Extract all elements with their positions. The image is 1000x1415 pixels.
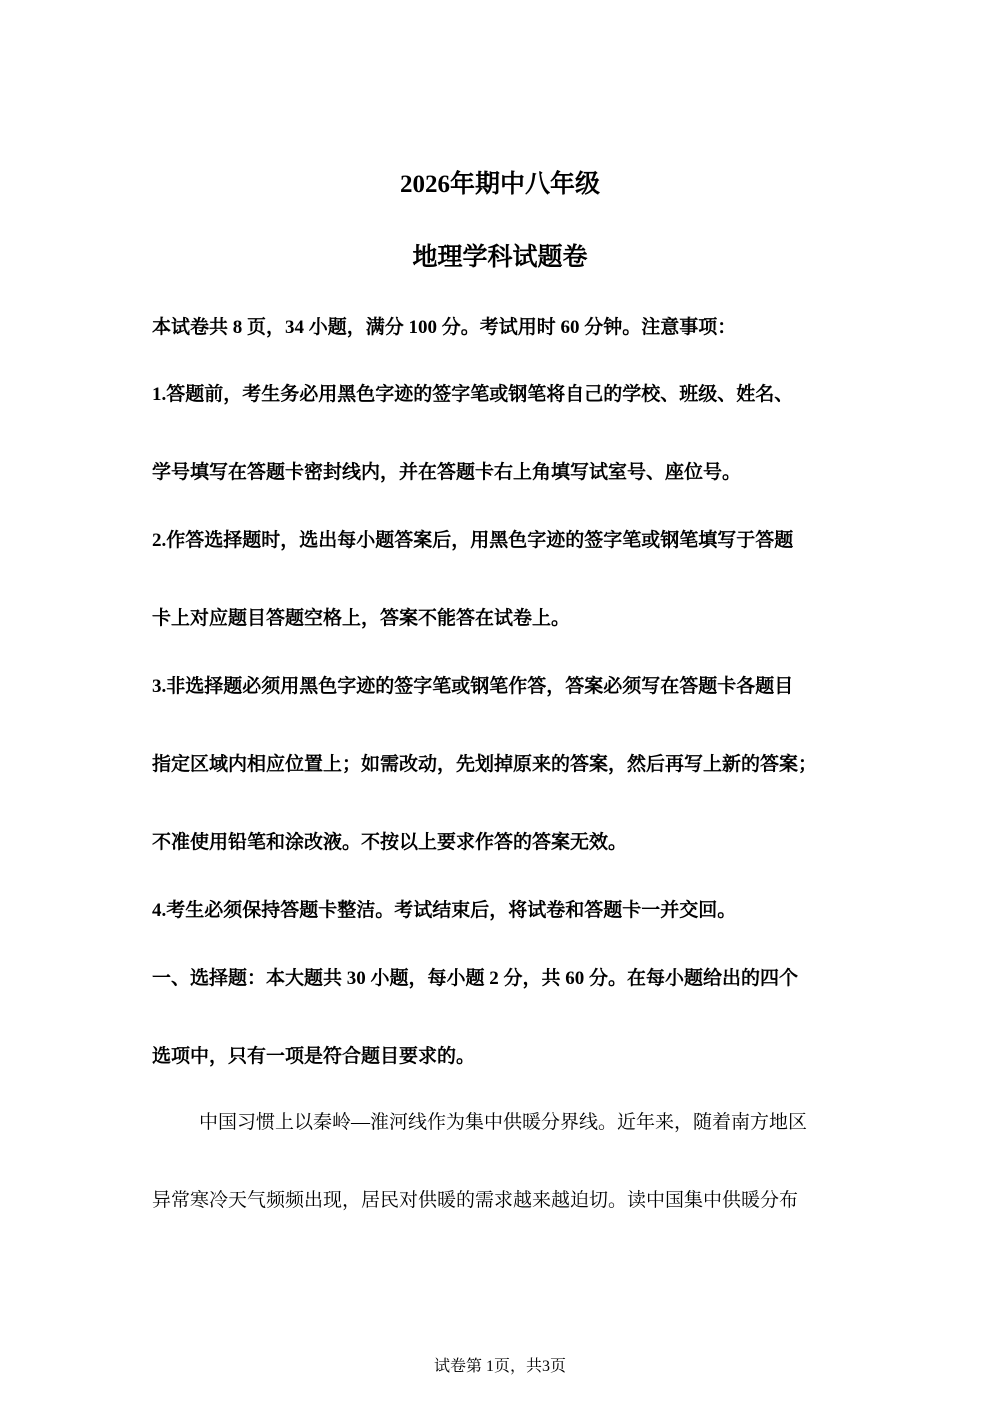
exam-intro: 本试卷共 8 页，34 小题，满分 100 分。考试用时 60 分钟。注意事项： [152,317,737,338]
passage-line: 异常寒冷天气频频出现，居民对供暖的需求越来越迫切。读中国集中供暖分布 [152,1190,799,1211]
exam-title: 2026年期中八年级 [399,171,600,198]
notice-line: 指定区域内相应位置上；如需改动，先划掉原来的答案，然后再写上新的答案； [152,754,818,775]
notice-line: 1.答题前，考生务必用黑色字迹的签字笔或钢笔将自己的学校、班级、姓名、 [152,384,794,405]
passage-line: 中国习惯上以秦岭—淮河线作为集中供暖分界线。近年来，随着南方地区 [199,1112,808,1133]
notice-line: 4.考生必须保持答题卡整洁。考试结束后，将试卷和答题卡一并交回。 [152,900,737,921]
page-footer: 试卷第 1页，共3页 [433,1358,566,1375]
notice-line: 不准使用铅笔和涂改液。不按以上要求作答的答案无效。 [152,832,628,853]
section-heading: 选项中，只有一项是符合题目要求的。 [152,1046,476,1067]
notice-line: 3.非选择题必须用黑色字迹的签字笔或钢笔作答，答案必须写在答题卡各题目 [152,676,794,697]
exam-subtitle: 地理学科试题卷 [412,244,588,271]
notice-line: 卡上对应题目答题空格上，答案不能答在试卷上。 [152,608,571,629]
notice-line: 学号填写在答题卡密封线内，并在答题卡右上角填写试室号、座位号。 [152,462,742,483]
notice-line: 2.作答选择题时，选出每小题答案后，用黑色字迹的签字笔或钢笔填写于答题 [152,530,794,551]
section-heading: 一、选择题：本大题共 30 小题，每小题 2 分，共 60 分。在每小题给出的四个 [152,968,799,989]
